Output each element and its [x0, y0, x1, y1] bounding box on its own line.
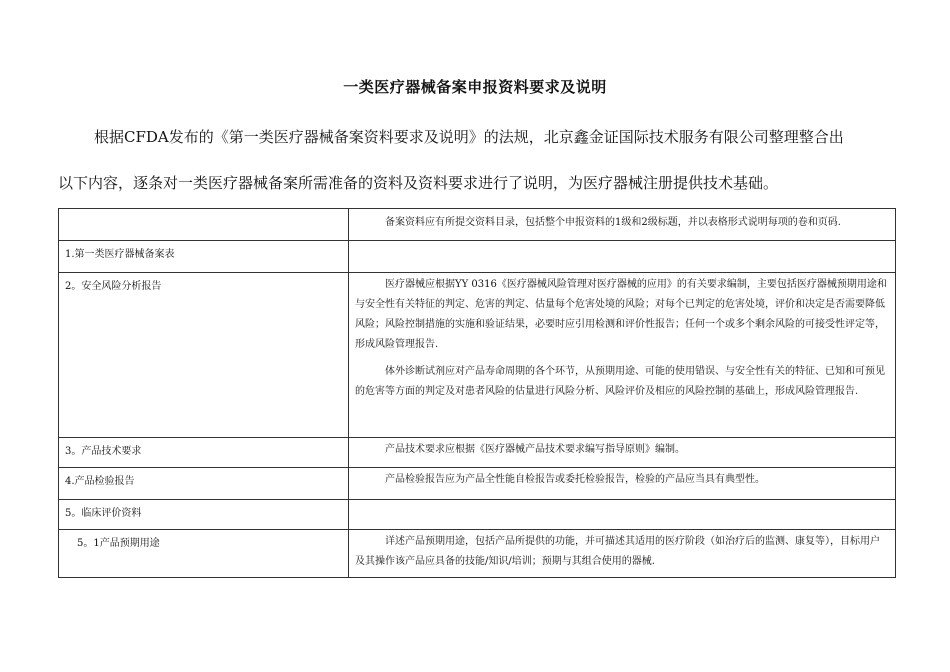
intro-line-1: 根据CFDA发布的《第一类医疗器械备案资料要求及说明》的法规，北京鑫金证国际技术服务有限公司整理整合出 — [94, 128, 844, 146]
row-label — [59, 209, 349, 241]
row-label: 2。安全风险分析报告 — [59, 273, 349, 438]
row-label: 5。临床评价资料 — [59, 500, 349, 530]
table-row — [59, 209, 896, 241]
row-description — [349, 273, 896, 438]
description-paragraph: 医疗器械应根据YY 0316《医疗器械风险管理对医疗器械的应用》的有关要求编制，主要包括医疗器械预期用途和与安全性有关特征的判定、危害的判定、估量每个危害处境的风险；对每个已判定的危害处境，评价和决定是否需要降低风险；风险控制措施的实施和验证结果，必要时应引用检测和评价性报告；任何一个或多个剩余风险的可接受性评定等，形成风险管理报告. — [355, 279, 887, 350]
document-title: 一类医疗器械备案申报资料要求及说明 — [343, 78, 607, 96]
row-description — [349, 438, 896, 468]
description-paragraph: 详述产品预期用途，包括产品所提供的功能，并可描述其适用的医疗阶段（如治疗后的监测、康复等），目标用户及其操作该产品应具备的技能/知识/培训；预期与其组合使用的器械. — [355, 536, 880, 567]
row-label: 3。产品技术要求 — [59, 438, 349, 468]
row-label: 4.产品检验报告 — [59, 468, 349, 500]
description-paragraph: 备案资料应有所提交资料目录，包括整个申报资料的1级和2级标题，并以表格形式说明每项的卷和页码. — [385, 217, 841, 228]
table-row — [59, 468, 896, 500]
requirements-table — [58, 208, 896, 578]
row-description — [349, 209, 896, 241]
table-row — [59, 273, 896, 438]
description-paragraph: 体外诊断试剂应对产品寿命周期的各个环节，从预期用途、可能的使用错误、与安全性有关的特征、已知和可预见的危害等方面的判定及对患者风险的估量进行风险分析、风险评价及相应的风险控制的基础上，形成风险管理报告. — [355, 366, 885, 397]
row-description — [349, 468, 896, 500]
table-row — [59, 241, 896, 273]
table-row — [59, 500, 896, 530]
row-description — [349, 241, 896, 273]
row-description — [349, 500, 896, 530]
row-label: 5。1产品预期用途 — [59, 530, 349, 578]
table-row — [59, 438, 896, 468]
intro-line-2: 以下内容，逐条对一类医疗器械备案所需准备的资料及资料要求进行了说明，为医疗器械注册提供技术基础。 — [58, 174, 779, 192]
table-row — [59, 530, 896, 578]
description-paragraph: 产品技术要求应根据《医疗器械产品技术要求编写指导原则》编制。 — [385, 444, 685, 455]
row-description — [349, 530, 896, 578]
row-label: 1.第一类医疗器械备案表 — [59, 241, 349, 273]
description-paragraph: 产品检验报告应为产品全性能自检报告或委托检验报告，检验的产品应当具有典型性。 — [385, 474, 765, 485]
